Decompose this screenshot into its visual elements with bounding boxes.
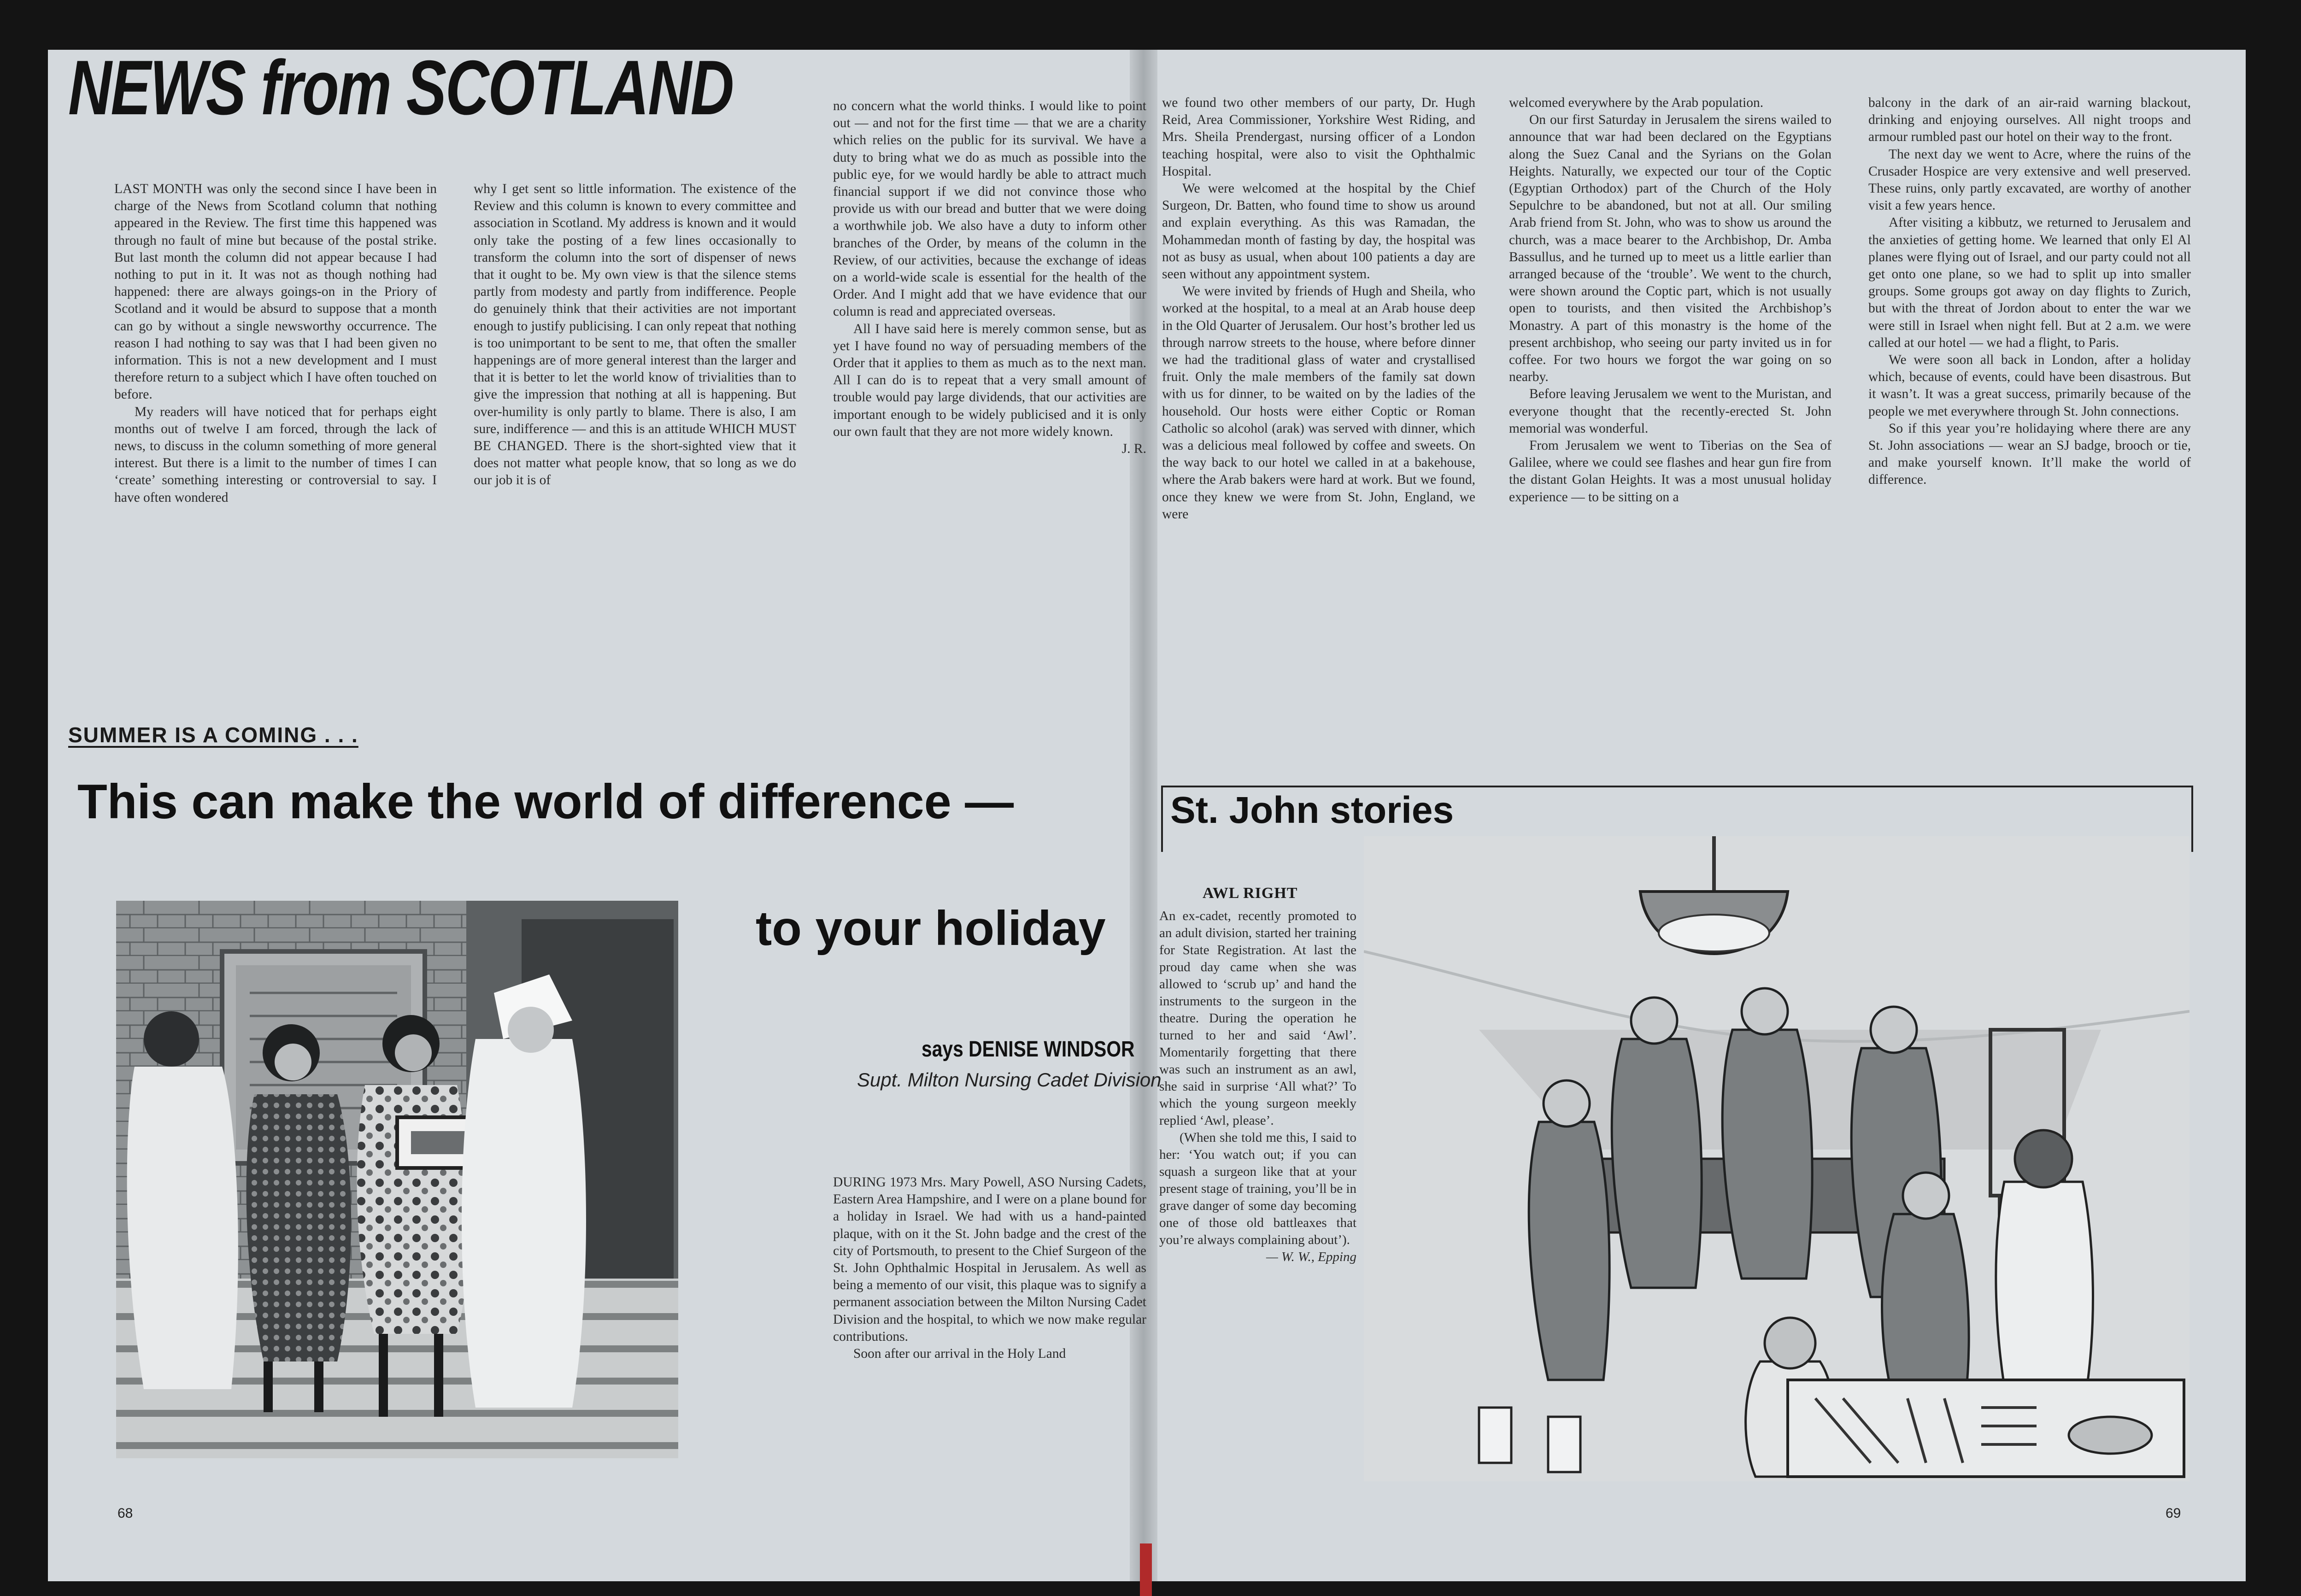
paragraph: welcomed everywhere by the Arab population. — [1509, 95, 1764, 110]
story-column — [1159, 908, 1356, 1484]
paragraph: no concern what the world thinks. I would like to point out — and not for the first time — that we are a charity which relies on the public for its survival. We have a duty to bring what we do as much as possible into the public eye, for we would hardly be able to attract much financial support if we did not convince those who provide us with our bread and butter that we were doing a worthwhile job. We also have a duty to inform other branches of the Order, by means of the column in the Review, of our activities, because the exchange of ideas on a world-wide scale is essential for the health of the Order. And I might add that we have evidence that our column is read and appreciated overseas. — [833, 99, 1146, 319]
paragraph: So if this year you’re holidaying where there are any St. John associations — wear an SJ badge, brooch or tie, and make yourself known. It’ll make the world of difference. — [1868, 421, 2191, 487]
holiday-column-3 — [1509, 94, 1831, 739]
byline-role: Supt. Milton Nursing Cadet Division — [857, 1069, 1162, 1091]
paragraph: why I get sent so little information. The existence of the Review and this column is known to every committee and association in Scotland. My address is known and it would only take the posting of a few lines occasionally to transform the column into the sort of dispenser of news that it ought to be. My own view is that the silence stems partly from modesty and partly from indifference. People do genuinely think that their activities are not important enough to justify publicising. I can only repeat that nothing is too unimportant to be sent to me, that often the smaller happenings are of more general interest than the larger and that it is better to let the world know of trivialities than to give the impression that nothing at all is happening. But over-humility is only partly to blame. There is also, I am sure, indifference — and this is an attitude WHICH MUST BE CHANGED. There is the short-sighted view that it does not matter what people know, that so long as we do our job it is of — [474, 182, 796, 488]
operating-theatre-cartoon — [1364, 836, 2189, 1481]
page-number-right: 69 — [2166, 1506, 2181, 1521]
paragraph: LAST MONTH was only the second since I have been in charge of the News from Scotland column that nothing appeared in the Review. The first time this happened was through no fault of mine but because of the postal strike. But last month the column did not appear because I had nothing to put in it. It was not as though nothing had happened: there are always goings-on in the Priory of Scotland and it would be absurd to suppose that a month can go by without a single newsworthy occurrence. The reason I had nothing to say was that I had been given no information. This is not a new development and I must therefore return to a subject which I have often touched on before. — [114, 182, 437, 402]
holiday-column-1 — [833, 1174, 1146, 1478]
paragraph: On our first Saturday in Jerusalem the sirens wailed to announce that war had been declared on the Egyptians along the Suez Canal and the Syrians on the Golan Heights. Naturally, we expected our tour of the Coptic (Egyptian Orthodox) part of the Church of the Holy Sepulchre to be abandoned, but not at all. Our smiling Arab friend from St. John, who was to show us around the church, was a mace bearer to the Archbishop, Dr. Amba Bassullus, and he turned up to meet us a little earlier than arranged because of the ‘trouble’. We went to the church, were shown around the Coptic part, which is not usually open to tourists, and then visited the Archbishop’s Monastry. A part of this monastry is the home of the present archbishop, who seeing our party invited us in for coffee. For two hours we forgot the war going on so nearby. — [1509, 112, 1831, 385]
holiday-headline: This can make the world of difference — — [77, 775, 1014, 829]
paragraph: (When she told me this, I said to her: ‘You watch out; if you can squash a surgeon like that at your present stage of training, you’ll be in grave danger of some day becoming one of those old battleaxes that you’re always complaining about’). — [1159, 1130, 1356, 1247]
paragraph: The next day we went to Acre, where the ruins of the Crusader Hospice are very extensive and well preserved. These ruins, only partly excavated, are worthy of another visit a few years hence. — [1868, 147, 2191, 213]
paragraph: After visiting a kibbutz, we returned to Jerusalem and the anxieties of getting home. We learned that only El Al planes were flying out of Israel, and our party could not all get onto one plane, so we had to split up into smaller groups. Some groups got away on day flights to Zurich, but with the threat of Jordon about to enter the war we were still in Israel when night fell. But at 2 a.m. we were called at our hotel — we had a flight, to Paris. — [1868, 215, 2191, 350]
paragraph: We were welcomed at the hospital by the Chief Surgeon, Dr. Batten, who found time to show us around and explain everything. As this was Ramadan, the Mohammedan month of fasting by day, the hospital was not as busy as usual, when about 100 patients a day are seen without any appointment system. — [1162, 181, 1475, 282]
page-number-left: 68 — [117, 1506, 133, 1521]
presentation-photo-drawing — [116, 901, 678, 1458]
paragraph: balcony in the dark of an air-raid warning blackout, drinking and enjoying ourselves. All night troops and armour rumbled past our hotel on their way to the front. — [1868, 95, 2191, 145]
holiday-headline-continued: to your holiday — [756, 901, 1106, 956]
operating-theatre-cartoon-drawing — [1364, 836, 2189, 1481]
binding-ribbon — [1140, 1543, 1152, 1596]
holiday-column-2 — [1162, 94, 1475, 739]
scotland-column-3 — [833, 98, 1146, 715]
paragraph: we found two other members of our party, Dr. Hugh Reid, Area Commissioner, Yorkshire West Riding, and Mrs. Sheila Prendergast, nursing officer of a London teaching hospital, were also to visit the Ophthalmic Hospital. — [1162, 95, 1475, 179]
paragraph: Soon after our arrival in the Holy Land — [853, 1346, 1066, 1361]
story-signature: — W. W., Epping — [1266, 1250, 1356, 1264]
paragraph: We were invited by friends of Hugh and Sheila, who worked at the hospital, to a meal at an Arab house deep in the Old Quarter of Jerusalem. Our host’s brother led us through narrow streets to the house, where before dinner we had the traditional glass of water and crystallised fruit. Only the male members of the family sat down with us for dinner, to be waited on by the ladies of the household. Our hosts were either Coptic or Roman Catholic so alcohol (arak) was served with dinner, which was a delicious meal followed by coffee and sweets. On the way back to our hotel we called in at a bakehouse, where the Arab bakers were hard at work. But we found, once they knew we were from St. John, England, we were — [1162, 284, 1475, 522]
paragraph: My readers will have noticed that for perhaps eight months out of twelve I am forced, through the lack of news, to discuss in the column something of more general interest. But there is a limit to the number of times I can ‘create’ something interesting or controversial to say. I have often wondered — [114, 404, 437, 505]
presentation-photo — [116, 901, 678, 1458]
signature: J. R. — [1121, 441, 1146, 457]
byline-name: says DENISE WINDSOR — [922, 1037, 1135, 1062]
summer-kicker: SUMMER IS A COMING . . . — [68, 723, 358, 747]
scotland-column-1 — [114, 181, 437, 715]
paragraph: Before leaving Jerusalem we went to the Muristan, and everyone thought that the recently-erected St. John memorial was wonderful. — [1509, 387, 1831, 436]
story-title: AWL RIGHT — [1203, 885, 1298, 902]
news-from-scotland-title: NEWS from SCOTLAND — [68, 44, 733, 131]
paragraph: All I have said here is merely common sense, but as yet I have found no way of persuading members of the Order that it applies to them as much as to the next man. All I can do is to repeat that a very small amount of trouble would pay large dividends, that our activities are important enough to be widely publicised and it is only our own fault that they are not more widely known. — [833, 321, 1146, 439]
paragraph: DURING 1973 Mrs. Mary Powell, ASO Nursing Cadets, Eastern Area Hampshire, and I were on a plane bound for a holiday in Israel. We had with us a hand-painted plaque, with on it the St. John badge and the crest of the city of Portsmouth, to present to the Chief Surgeon of the St. John Ophthalmic Hospital in Jerusalem. As well as being a memento of our visit, this plaque was to signify a permanent association between the Milton Nursing Cadet Division and the hospital, to which we now make regular contributions. — [833, 1175, 1146, 1344]
paragraph: An ex-cadet, recently promoted to an adult division, started her training for State Registration. At last the proud day came when she was allowed to ‘scrub up’ and hand the instruments to the surgeon in the theatre. During the operation he turned to her and said ‘Awl’. Momentarily forgetting that there was such an instrument as an awl, she said in surprise ‘All what?’ To which the young surgeon meekly replied ‘Awl, please’. — [1159, 909, 1356, 1128]
paragraph: From Jerusalem we went to Tiberias on the Sea of Galilee, where we could see flashes and hear gun fire from the distant Golan Heights. It was a most unusual holiday experience — to be sitting on a — [1509, 438, 1831, 505]
holiday-column-4 — [1868, 94, 2191, 739]
scotland-column-2 — [474, 181, 796, 715]
paragraph: We were soon all back in London, after a holiday which, because of events, could have been disastrous. But it wasn’t. It was a great success, primarily because of the people we met everywhere through St. John connections. — [1868, 352, 2191, 419]
st-john-stories-title: St. John stories — [1170, 789, 1454, 831]
